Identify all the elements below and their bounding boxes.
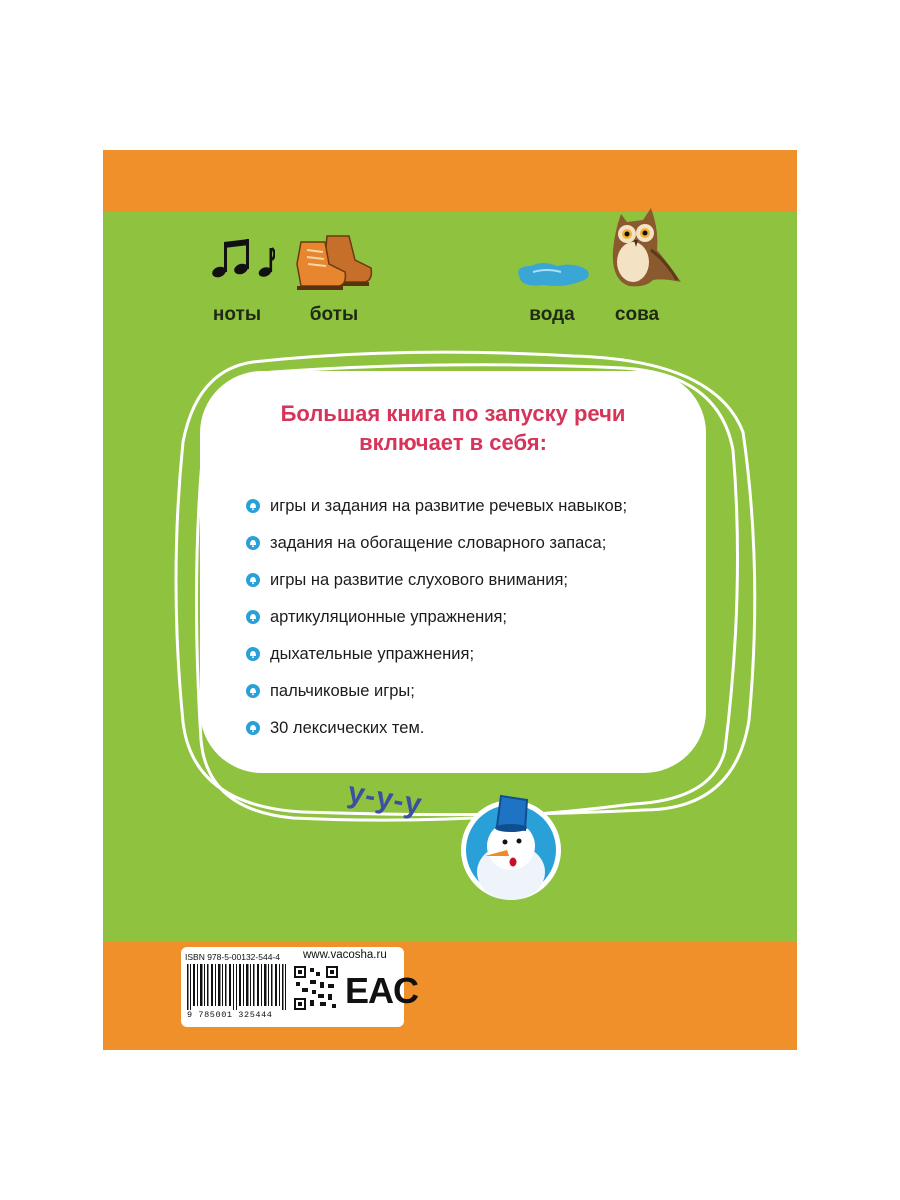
- word-owl: сова: [614, 304, 660, 325]
- bell-bullet-icon: [246, 721, 260, 735]
- bell-bullet-icon: [246, 499, 260, 513]
- heading-line-1: Большая книга по запуску речи: [280, 401, 626, 426]
- word-water: вода: [529, 304, 575, 325]
- list-item-text: 30 лексических тем.: [270, 719, 425, 737]
- snowman-icon: [455, 790, 567, 902]
- bell-bullet-icon: [246, 684, 260, 698]
- list-item: [246, 495, 627, 532]
- word-notes: ноты: [212, 304, 262, 325]
- snowman-sound-text: у-у-у: [345, 776, 425, 822]
- bell-bullet-icon: [246, 610, 260, 624]
- eac-mark: EAC: [345, 970, 419, 1011]
- bell-bullet-icon: [246, 536, 260, 550]
- isbn-label: [181, 947, 419, 1027]
- website-text: www.vacosha.ru: [303, 949, 387, 961]
- word-boots: боты: [309, 304, 359, 325]
- list-item: [246, 532, 627, 569]
- barcode-number: 9 785001 325444: [187, 1010, 273, 1020]
- features-heading: [200, 399, 706, 457]
- barcode-icon: [185, 964, 289, 1010]
- book-back-cover: [103, 150, 797, 1050]
- qr-code-icon: [294, 966, 338, 1010]
- list-item-text: дыхательные упражнения;: [270, 645, 475, 663]
- list-item: [246, 569, 627, 606]
- features-card: [200, 371, 706, 773]
- bell-bullet-icon: [246, 573, 260, 587]
- list-item-text: артикуляционные упражнения;: [270, 608, 508, 626]
- list-item: [246, 643, 627, 680]
- bell-bullet-icon: [246, 647, 260, 661]
- heading-line-2: включает в себя:: [359, 430, 547, 455]
- list-item: [246, 680, 627, 717]
- list-item-text: пальчиковые игры;: [270, 682, 415, 700]
- list-item-text: задания на обогащение словарного запаса;: [270, 534, 607, 552]
- list-item-text: игры и задания на развитие речевых навыков;: [270, 497, 628, 515]
- list-item: [246, 606, 627, 643]
- list-item-text: игры на развитие слухового внимания;: [270, 571, 568, 589]
- isbn-text: ISBN 978-5-00132-544-4: [185, 952, 280, 962]
- list-item: [246, 717, 627, 754]
- features-list: [246, 495, 627, 754]
